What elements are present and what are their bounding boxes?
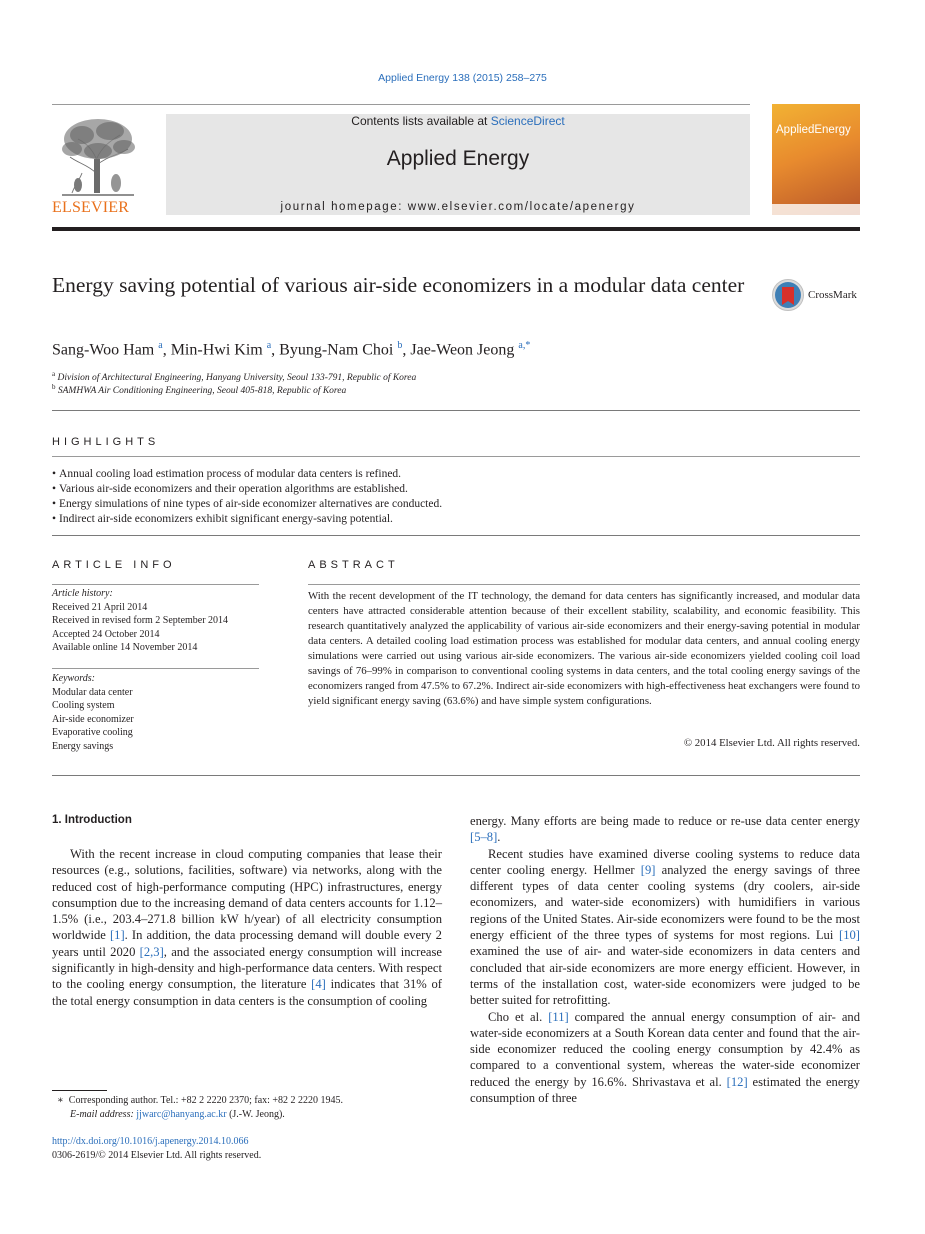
text-run: analyzed the energy savings of three different types of data center cooling systems (dry coolers, air-side economizers, and water-side economizers) with humidifiers in various regions of the United States. Air-side economizers were found to be the most energy efficient of the three types of systems for most regions. Lui [470, 862, 860, 943]
header-rule [52, 104, 750, 105]
section-rule [308, 584, 860, 585]
text-run: Recent studies have examined diverse cooling systems to reduce data center cooling energy. Hellmer [470, 846, 860, 877]
journal-homepage[interactable]: journal homepage: www.elsevier.com/locate/apenergy [280, 201, 636, 213]
author-affil-marker[interactable]: a [266, 340, 272, 351]
affiliation [52, 370, 416, 383]
affiliation-marker: a [52, 370, 56, 378]
author-affil-marker[interactable]: a,* [518, 340, 531, 351]
author-affil-marker[interactable]: a [158, 340, 163, 351]
body-paragraph [470, 846, 860, 1009]
affiliation-text: Division of Architectural Engineering, Hanyang University, Seoul 133-791, Republic of Korea [57, 373, 417, 384]
text-run: energy. Many efforts are being made to reduce or re-use data center energy [470, 814, 860, 828]
section-heading-introduction: 1. Introduction [52, 814, 132, 826]
text-run: . [497, 830, 501, 845]
corresponding-author-footnote [52, 1094, 343, 1122]
cover-title: AppliedEnergy [776, 124, 851, 136]
author-name: Min-Hwi Kim [170, 341, 263, 359]
keyword: Cooling system [52, 700, 115, 712]
email-label: E-mail address: [70, 1109, 137, 1120]
text-run: , and the associated energy consumption will increase significantly in high-density and high-performance data centers. With respect to the cooling energy consumption, the literature [52, 944, 443, 992]
header-thick-rule [52, 227, 860, 231]
section-rule [52, 535, 860, 536]
author-affil-marker[interactable]: b [397, 340, 403, 351]
article-title: Energy saving potential of various air-side economizers in a modular data center [52, 273, 745, 297]
history-entry: Accepted 24 October 2014 [52, 628, 160, 640]
affiliation-marker: b [52, 383, 56, 391]
highlights-list [52, 467, 860, 527]
journal-cover-thumbnail[interactable] [772, 104, 860, 215]
elsevier-wordmark: ELSEVIER [52, 199, 130, 216]
text-run: examined the use of air- and water-side economizers in data centers and concluded that air-side economizers are more energy efficient. However, in terms of the installation cost, water-side economizers were judged to be better suited for retrofitting. [470, 944, 860, 1008]
journal-citation[interactable]: Applied Energy 138 (2015) 258–275 [378, 72, 547, 84]
body-paragraph [470, 1009, 860, 1107]
text-run: . In addition, the data processing demand will double every 2 years until 2020 [52, 928, 442, 959]
section-rule [52, 775, 860, 776]
abstract-copyright: © 2014 Elsevier Ltd. All rights reserved. [683, 737, 860, 749]
author-list: Sang-Woo Ham $^a$, Min-Hwi Kim $^a$, Byung-Nam Choi $^b$, Jae-Weon Jeong $^{a,*}$ [52, 340, 531, 359]
highlight-item: • Various air-side economizers and their operation algorithms are established. [52, 482, 860, 497]
section-rule [52, 456, 860, 457]
history-entry: Available online 14 November 2014 [52, 642, 198, 654]
section-rule [52, 410, 860, 411]
text-run: compared the annual energy consumption of air- and water-side economizers at a South Korean data center and found that the air-side economizer reduced the cooling energy consumption by 42.4% as compared to a conventional system, whereas the water-side economizer reduced the energy by 16.6%. Shrivastava et al. [470, 1009, 860, 1089]
body-column-left [52, 846, 442, 1009]
abstract-heading: ABSTRACT [308, 559, 399, 571]
affiliation-text: SAMHWA Air Conditioning Engineering, Seoul 405-818, Republic of Korea [57, 386, 347, 397]
history-entry: Received in revised form 2 September 2014 [52, 615, 229, 627]
crossmark-label[interactable]: CrossMark [808, 289, 857, 301]
highlight-item: • Energy simulations of nine types of air-side economizer alternatives are conducted. [52, 497, 860, 512]
body-paragraph [470, 813, 860, 846]
abstract-text: With the recent development of the IT technology, the demand for data centers has significantly increased, and modular data centers have attracted considerable attention because of their excellent stability, scalability, and economic feasibility. This research quantitatively analyzed the applicability of various air-side economizers and their energy-saving potential in modular data centers. A detailed cooling load estimation process was established for modular data centers, and annual cooling energy simulations were carried out using various air-side economizers. The various air-side economizers yielded cooling coil load savings of 76–99% in comparison to conventional cooling systems in data centers, and the total cooling energy savings of the economizers ranged from 47.5% to 67.2%. Indirect air-side economizers with high-effectiveness heat exchangers were found to yield significant energy saving (63.6%) and have simple system configurations. [308, 590, 860, 707]
history-label: Article history: [52, 588, 113, 599]
contents-line [166, 114, 750, 128]
keyword: Energy savings [52, 740, 114, 752]
citation-link[interactable]: [10] [839, 928, 860, 943]
section-rule [52, 668, 259, 669]
text-run: With the recent increase in cloud computing companies that lease their resources (e.g., solutions, facilities, software) via networks, along with the reduced cost of high-performance computing (HPC) infrastructures, energy consumption due to the increasing demand of data centers accounts for 1.12–1.5% (i.e., 203.4–271.8 billion kW h/year) of all electricity consumption worldwide [52, 847, 442, 943]
citation-link[interactable]: [1] [109, 928, 125, 943]
email-suffix: (J.-W. Jeong). [226, 1109, 285, 1120]
journal-title: Applied Energy [386, 147, 530, 170]
section-rule [52, 584, 259, 585]
author-name: Sang-Woo Ham [52, 341, 155, 359]
keyword: Evaporative cooling [52, 727, 133, 739]
citation-link[interactable]: [4] [311, 977, 326, 992]
article-history [52, 601, 228, 655]
highlights-heading: HIGHLIGHTS [52, 436, 160, 448]
affiliation [52, 383, 346, 396]
highlight-item: • Annual cooling load estimation process of modular data centers is refined. [52, 467, 860, 482]
keyword-list [52, 686, 134, 753]
keywords-label: Keywords: [52, 673, 95, 684]
highlight-item: • Indirect air-side economizers exhibit significant energy-saving potential. [52, 512, 860, 527]
footnote-marker: ∗ [57, 1095, 64, 1106]
doi-link[interactable]: http://dx.doi.org/10.1016/j.apenergy.2014.10.066 [52, 1136, 249, 1147]
footnote-text: Corresponding author. Tel.: +82 2 2220 2370; fax: +82 2 2220 1945. [68, 1095, 344, 1106]
body-paragraph [52, 846, 442, 1009]
author-name: Byung-Nam Choi [279, 341, 394, 359]
keyword: Modular data center [52, 687, 133, 698]
history-entry: Received 21 April 2014 [52, 602, 148, 613]
issn-line: 0306-2619/© 2014 Elsevier Ltd. All rights reserved. [52, 1150, 262, 1161]
author-name: Jae-Weon Jeong [410, 341, 515, 359]
sciencedirect-link[interactable]: ScienceDirect [490, 114, 565, 128]
contents-prefix: Contents lists available at [351, 114, 491, 128]
footnote-line [52, 1108, 343, 1122]
citation-link[interactable]: [9] [640, 862, 656, 877]
text-run: Cho et al. [488, 1009, 549, 1024]
article-info-heading: ARTICLE INFO [52, 559, 176, 571]
email-link[interactable]: jjwarc@hanyang.ac.kr [136, 1109, 227, 1120]
citation-link[interactable]: [5–8] [470, 830, 498, 845]
text-run: estimated the energy consumption of three [470, 1074, 860, 1106]
body-column-right [470, 813, 860, 1106]
cover-footer-bar [772, 204, 860, 215]
citation-link[interactable]: [2,3] [139, 944, 164, 959]
footnote-rule [52, 1090, 107, 1091]
text-run: indicates that 31% of the total energy consumption in data centers is the consumption of cooling [52, 977, 442, 1008]
footnote-line [52, 1094, 343, 1108]
citation-link[interactable]: [12] [726, 1074, 748, 1089]
citation-link[interactable]: [11] [548, 1009, 569, 1024]
keyword: Air-side economizer [52, 713, 134, 725]
